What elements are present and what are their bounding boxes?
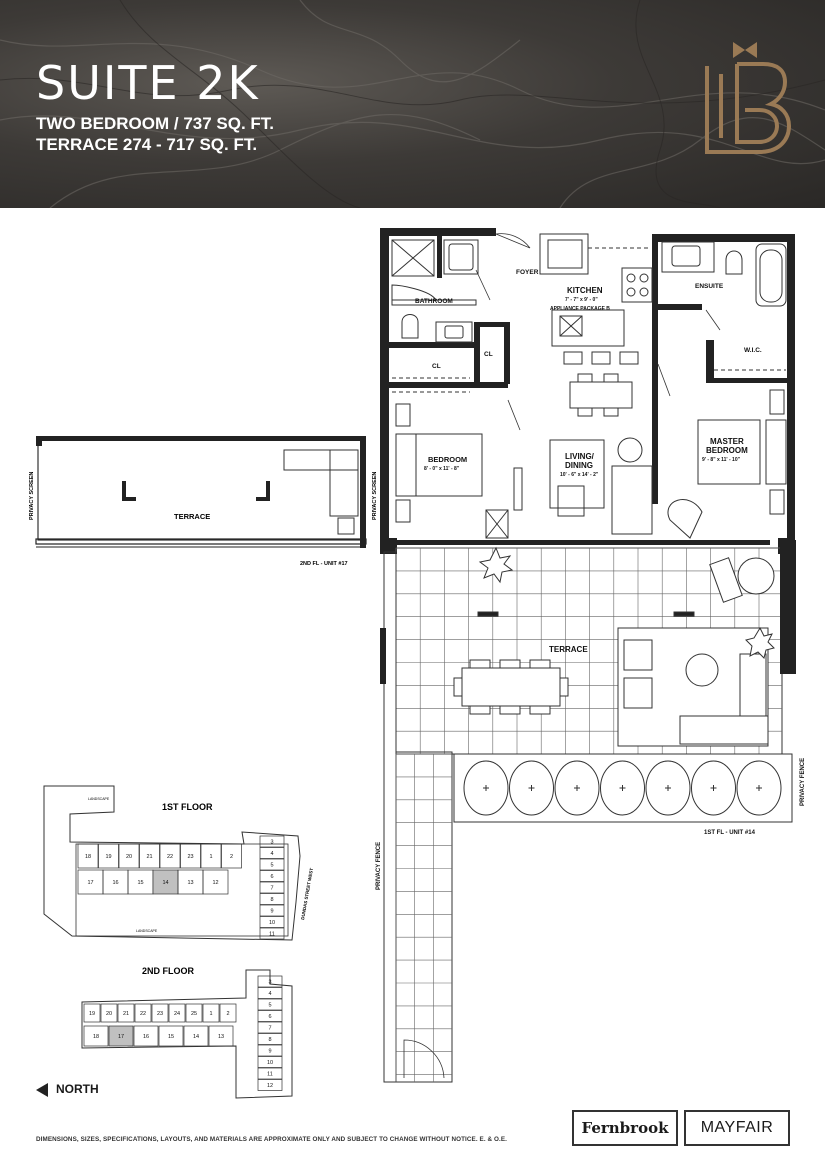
keyplan-unit-number: 22: [166, 854, 174, 860]
keyplan-1st-title: 1ST FLOOR: [162, 802, 213, 812]
mayfair-logo: [684, 1110, 790, 1146]
living-label: LIVING/: [565, 452, 594, 461]
header-banner: [0, 0, 825, 208]
keyplan-unit-number: 9: [268, 1048, 272, 1055]
keyplan-unit-number: 11: [269, 931, 275, 938]
keyplan-unit-number: 2: [226, 1011, 230, 1017]
keyplan-street-right: DUNDAS STREET WEST: [300, 867, 315, 921]
keyplan-unit-number: 15: [137, 880, 144, 886]
unit-17-label: 2ND FL - UNIT #17: [300, 561, 348, 567]
keyplan-unit-number: 23: [187, 854, 194, 860]
keyplan-unit-number: 13: [217, 1034, 225, 1040]
privacy-screen-right-label: PRIVACY SCREEN: [372, 471, 378, 520]
privacy-fence-left-label: PRIVACY FENCE: [376, 841, 382, 890]
foyer-label: FOYER: [516, 269, 539, 276]
keyplan-unit-number: 25: [190, 1011, 198, 1017]
keyplan-unit-number: 21: [122, 1011, 130, 1017]
keyplan-unit-number: 3: [268, 979, 272, 986]
keyplan-unit-number: 6: [270, 874, 274, 880]
keyplan-1st-street-bottom: LANDSCAPE: [136, 929, 158, 933]
floor-plan: [0, 208, 825, 1175]
bedroom-dims: 8' - 0" x 11' - 8": [424, 466, 460, 472]
keyplan-2nd-title: 2ND FLOOR: [142, 966, 195, 976]
keyplan-unit-number: 24: [173, 1011, 181, 1017]
master-dims: 9' - 8" x 11' - 10": [702, 457, 740, 463]
keyplan-1st-street-top: LANDSCAPE: [88, 797, 110, 801]
keyplan-unit-number: 17: [117, 1034, 125, 1040]
keyplan-unit-number: 5: [270, 862, 274, 869]
closet-label-2: CL: [484, 351, 493, 358]
terrace-label: TERRACE: [549, 645, 588, 654]
keyplan-unit-number: 17: [87, 880, 94, 886]
keyplan-unit-number: 22: [139, 1011, 147, 1017]
keyplan-unit-number: 4: [268, 991, 272, 997]
privacy-fence-right-label: PRIVACY FENCE: [800, 757, 806, 806]
keyplan-unit-number: 19: [105, 854, 112, 860]
kitchen-dims: 7' - 7" x 9' - 0": [565, 297, 598, 303]
north-label: NORTH: [56, 1082, 99, 1096]
keyplan-unit-number: 8: [268, 1037, 272, 1043]
keyplan-unit-number: 12: [212, 880, 219, 886]
suite-title: SUITE 2K: [36, 56, 260, 110]
keyplan-unit-number: 20: [125, 854, 133, 860]
fernbrook-wordmark: Fernbrook: [581, 1119, 669, 1137]
ensuite-label: ENSUITE: [695, 283, 724, 290]
disclaimer-text: DIMENSIONS, SIZES, SPECIFICATIONS, LAYOUTS, AND MATERIALS ARE APPROXIMATE ONLY AND SUBJECT TO CHANGE WITHOUT NOTICE. E. & O.E.: [36, 1136, 508, 1143]
keyplan-1st-floor: [44, 786, 314, 940]
unit-14-label: 1ST FL - UNIT #14: [704, 830, 755, 836]
bedroom-label: BEDROOM: [428, 455, 468, 464]
keyplan-unit-number: 20: [105, 1011, 113, 1017]
keyplan-unit-number: 13: [187, 880, 194, 886]
keyplan-unit-number: 10: [266, 1060, 274, 1066]
terrace-label-2f: TERRACE: [174, 512, 211, 521]
master-label-2: BEDROOM: [706, 446, 748, 455]
keyplan-unit-number: 12: [266, 1083, 274, 1089]
mayfair-wordmark: MAYFAIR: [700, 1119, 774, 1136]
keyplan-unit-number: 4: [270, 851, 274, 857]
keyplan-unit-number: 9: [270, 908, 274, 915]
privacy-screen-left-label: PRIVACY SCREEN: [29, 471, 35, 520]
living-dims: 10' - 6" x 14' - 2": [560, 472, 599, 478]
keyplan-unit-number: 16: [142, 1034, 150, 1040]
suite-plan: [380, 228, 795, 554]
keyplan-unit-number: 16: [112, 880, 119, 886]
wic-label: W.I.C.: [744, 347, 762, 354]
keyplan-unit-number: 18: [92, 1034, 100, 1040]
keyplan-unit-number: 19: [88, 1011, 96, 1017]
closet-label-1: CL: [432, 363, 441, 370]
bathroom-label: BATHROOM: [415, 298, 453, 305]
keyplan-unit-number: 10: [268, 920, 276, 926]
keyplan-unit-number: 15: [167, 1034, 175, 1040]
keyplan-unit-number: 21: [146, 854, 153, 860]
keyplan-unit-number: 1: [209, 854, 213, 860]
terrace-area: TERRACE 274 - 717 SQ. FT.: [36, 135, 258, 154]
keyplan-unit-number: 23: [156, 1011, 164, 1017]
dining-label: DINING: [565, 461, 593, 470]
keyplan-unit-number: 18: [84, 854, 92, 860]
kitchen-label: KITCHEN: [567, 286, 603, 295]
keyplan-unit-number: 11: [267, 1071, 273, 1078]
terrace-1f: [380, 540, 796, 1082]
keyplan-unit-number: 6: [268, 1014, 272, 1020]
keyplan-unit-number: 14: [192, 1034, 200, 1040]
keyplan-2nd-floor: [82, 966, 292, 1098]
appliance-label: APPLIANCE PACKAGE B: [550, 306, 610, 312]
keyplan-unit-number: 3: [270, 839, 274, 846]
master-label-1: MASTER: [710, 437, 744, 446]
keyplan-unit-number: 14: [162, 880, 169, 886]
north-arrow-icon: [36, 1083, 48, 1097]
keyplan-unit-number: 2: [229, 854, 234, 860]
keyplan-unit-number: 7: [270, 885, 274, 892]
second-floor-terrace-plan: [36, 436, 366, 548]
keyplan-unit-number: 7: [268, 1025, 272, 1032]
lb-logo: [697, 34, 793, 164]
suite-type-area: TWO BEDROOM / 737 SQ. FT.: [36, 114, 275, 133]
fernbrook-logo: [572, 1110, 678, 1146]
keyplan-unit-number: 8: [270, 897, 274, 903]
keyplan-unit-number: 1: [209, 1011, 213, 1017]
keyplan-unit-number: 5: [268, 1002, 272, 1009]
